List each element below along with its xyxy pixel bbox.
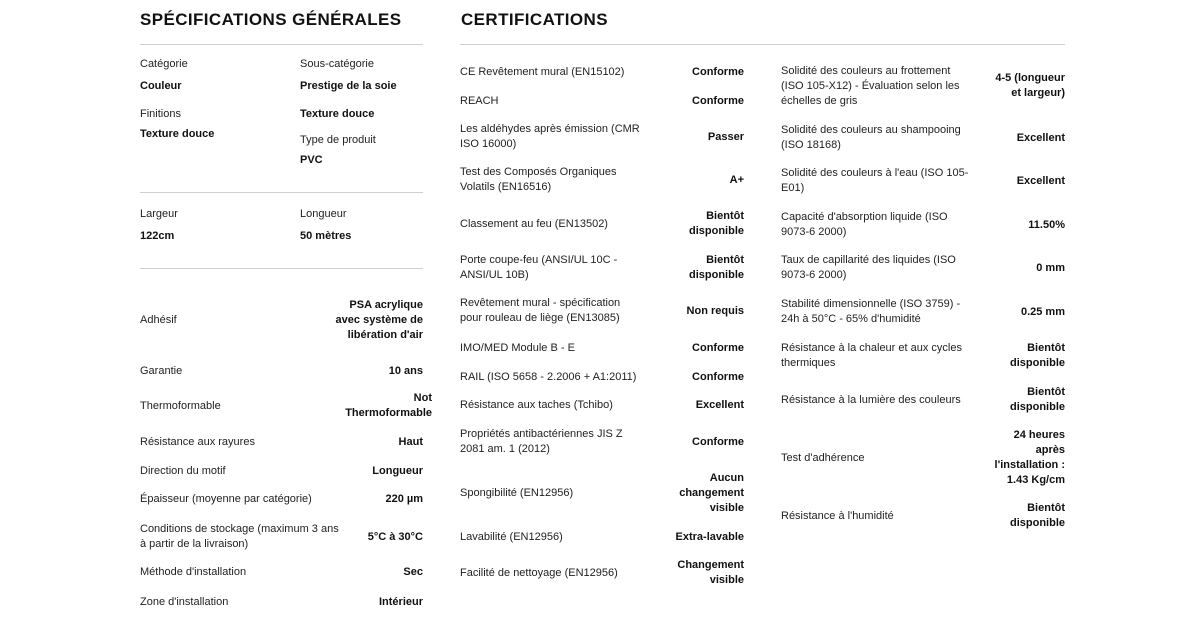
cert-row [781, 384, 1065, 416]
cert-label: IMO/MED Module B - E [460, 341, 575, 354]
spec-label: Garantie [140, 364, 183, 377]
cert-row [460, 63, 744, 81]
cert-label: Facilité de nettoyage (EN12956) [460, 566, 618, 579]
cert-value: Bientôt disponible [1010, 502, 1065, 529]
spec-value: Longueur [372, 464, 423, 477]
divider [460, 44, 1065, 45]
categorie-value: Couleur [140, 80, 182, 92]
cert-value: Changement visible [677, 559, 744, 586]
cert-label: Capacité d'absorption liquide (ISO 9073-6 2000) [781, 211, 948, 238]
cert-value: Excellent [695, 398, 744, 411]
spec-value: Intérieur [378, 595, 423, 608]
spec-value: Sec [403, 565, 423, 578]
cert-row [781, 296, 1065, 328]
largeur-label: Largeur [140, 208, 178, 220]
cert-label: Les aldéhydes après émission (CMR ISO 16000) [460, 123, 640, 150]
cert-label: REACH [460, 94, 499, 107]
cert-value: Passer [707, 130, 744, 143]
cert-row [460, 426, 744, 458]
divider [140, 268, 423, 269]
cert-value: 11.50% [1028, 218, 1065, 231]
cert-label: Test d'adhérence [781, 451, 865, 464]
spec-row-rayures [140, 433, 423, 451]
spec-value: 10 ans [388, 364, 423, 377]
cert-label: Solidité des couleurs au shampooing (ISO 18168) [781, 124, 961, 151]
cert-value: 0 mm [1036, 261, 1065, 274]
sous-categorie-value: Prestige de la soie [300, 80, 397, 92]
cert-value: 4-5 (longueur et largeur) [995, 72, 1065, 99]
cert-row [460, 121, 744, 153]
cert-row [460, 368, 744, 386]
certifications-title: CERTIFICATIONS [461, 10, 608, 29]
cert-row [460, 164, 744, 196]
cert-value: Conforme [692, 65, 744, 78]
finitions-label: Finitions [140, 108, 181, 120]
cert-value: Excellent [1016, 174, 1065, 187]
spec-value: Not Thermoformable [345, 392, 432, 419]
cert-row [781, 122, 1065, 154]
divider [140, 44, 423, 45]
cert-value: Conforme [692, 341, 744, 354]
sous-categorie-label: Sous-catégorie [300, 58, 374, 70]
spec-label: Résistance aux rayures [140, 435, 255, 448]
spec-value: 220 µm [385, 492, 423, 505]
cert-label: Résistance à la lumière des couleurs [781, 393, 961, 406]
cert-label: Porte coupe-feu (ANSI/UL 10C - ANSI/UL 10B) [460, 254, 618, 281]
spec-label: Zone d'installation [140, 595, 229, 608]
spec-value: PSA acrylique avec système de libération d'air [335, 298, 423, 341]
cert-label: Lavabilité (EN12956) [460, 530, 563, 543]
spec-label: Épaisseur (moyenne par catégorie) [140, 492, 312, 505]
cert-row [460, 295, 744, 327]
cert-row [781, 340, 1065, 372]
spec-label: Méthode d'installation [140, 565, 247, 578]
cert-row [460, 252, 744, 284]
longueur-label: Longueur [300, 208, 347, 220]
cert-row [781, 209, 1065, 241]
cert-row [781, 252, 1065, 284]
cert-label: Revêtement mural - spécification pour rouleau de liège (EN13085) [460, 297, 621, 324]
cert-row [460, 528, 744, 546]
spec-value: 5°C à 30°C [367, 530, 423, 543]
cert-value: Conforme [692, 94, 744, 107]
cert-value: A+ [729, 173, 744, 186]
cert-value: 0.25 mm [1020, 305, 1065, 318]
spec-row-epaisseur [140, 490, 423, 508]
cert-value: Bientôt disponible [689, 210, 744, 237]
cert-label: CE Revêtement mural (EN15102) [460, 65, 625, 78]
spec-row-thermoformable [140, 390, 432, 422]
cert-row [460, 469, 744, 517]
cert-label: Taux de capillarité des liquides (ISO 9073-6 2000) [781, 254, 956, 281]
cert-value: Extra-lavable [675, 530, 744, 543]
spec-row-direction [140, 462, 423, 480]
cert-row [781, 63, 1065, 109]
cert-label: Propriétés antibactériennes JIS Z 2081 am. 1 (2012) [460, 428, 623, 455]
cert-value: 24 heures après l'installation : 1.43 Kg/cm [994, 429, 1065, 486]
finitions-value-secondary: Texture douce [300, 108, 375, 120]
spec-label: Conditions de stockage (maximum 3 ans à partir de la livraison) [140, 523, 339, 550]
spec-label: Direction du motif [140, 464, 226, 477]
cert-row [781, 500, 1065, 532]
cert-value: Non requis [686, 304, 744, 317]
cert-value: Excellent [1016, 131, 1065, 144]
cert-row [460, 557, 744, 589]
cert-label: Spongibilité (EN12956) [460, 486, 574, 499]
type-produit-label: Type de produit [300, 134, 376, 146]
cert-row [781, 427, 1065, 489]
cert-label: Classement au feu (EN13502) [460, 217, 608, 230]
cert-row [460, 92, 744, 110]
cert-row [460, 396, 744, 414]
spec-row-methode [140, 563, 423, 581]
cert-label: Résistance à la chaleur et aux cycles thermiques [781, 342, 962, 369]
spec-row-adhesif [140, 288, 423, 352]
general-specifications-title: SPÉCIFICATIONS GÉNÉRALES [140, 10, 402, 29]
categorie-label: Catégorie [140, 58, 188, 70]
cert-row [781, 165, 1065, 197]
cert-value: Conforme [692, 370, 744, 383]
cert-label: Résistance à l'humidité [781, 509, 894, 522]
cert-label: Stabilité dimensionnelle (ISO 3759) - 24h à 50°C - 65% d'humidité [781, 298, 961, 325]
cert-label: Résistance aux taches (Tchibo) [460, 398, 613, 411]
cert-label: Solidité des couleurs à l'eau (ISO 105-E01) [781, 167, 969, 194]
cert-label: Solidité des couleurs au frottement (ISO 105-X12) - Évaluation selon les échelles de gris [781, 64, 960, 107]
spec-row-zone [140, 593, 423, 611]
cert-value: Bientôt disponible [689, 254, 744, 281]
cert-value: Aucun changement visible [679, 471, 744, 514]
divider [140, 192, 423, 193]
longueur-value: 50 mètres [300, 230, 352, 242]
finitions-value: Texture douce [140, 128, 215, 140]
cert-row [460, 339, 744, 357]
spec-label: Thermoformable [140, 399, 221, 412]
cert-label: Test des Composés Organiques Volatils (EN16516) [460, 166, 617, 193]
type-produit-value: PVC [300, 154, 323, 166]
cert-value: Conforme [692, 435, 744, 448]
cert-row [460, 208, 744, 240]
spec-value: Haut [398, 435, 423, 448]
cert-label: RAIL (ISO 5658 - 2.2006 + A1:2011) [460, 370, 637, 383]
spec-label: Adhésif [140, 313, 177, 326]
cert-value: Bientôt disponible [1010, 386, 1065, 413]
cert-value: Bientôt disponible [1010, 342, 1065, 369]
spec-row-stockage [140, 520, 423, 554]
largeur-value: 122cm [140, 230, 175, 242]
spec-row-garantie [140, 362, 423, 380]
